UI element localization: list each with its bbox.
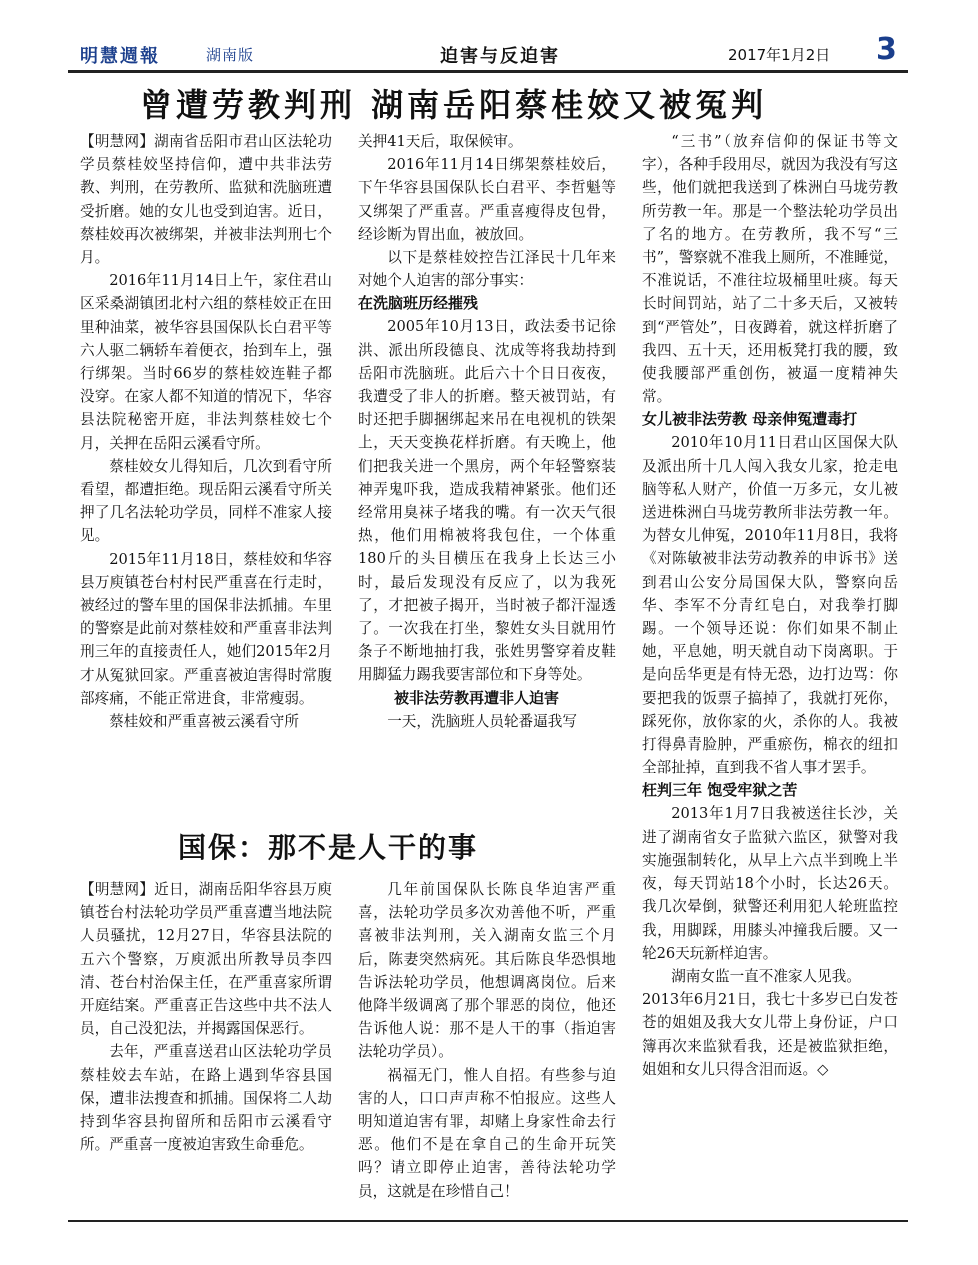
article-column-2 [358,130,616,733]
paragraph: 去年，严重喜送君山区法轮功学员蔡桂姣去车站，在路上遇到华容县国保，遭非法搜查和抓捕。国保将二人劫持到华容县拘留所和岳阳市云溪看守所。严重喜一度被迫害致生命垂危。 [80,1043,332,1154]
edition-label: 湖南版 [206,46,255,64]
paragraph: 蔡桂姣女儿得知后，几次到看守所看望，都遭拒绝。现岳阳云溪看守所关押了几名法轮功学员，同样不准家人接见。 [80,457,332,545]
paragraph: 2016年11月14日绑架蔡桂姣后，下午华容县国保队长白君平、李哲魁等又绑架了严重喜。严重喜瘦得皮包骨，经诊断为胃出血，被放回。 [358,156,616,243]
header-rule [68,70,908,73]
paragraph: 祸福无门，惟人自招。有些参与迫害的人，口口声声称不怕报应。这些人明知道迫害有罪，却赌上身家性命去行恶。他们不是在拿自己的生命开玩笑吗？请立即停止迫害，善待法轮功学员，这就是在珍惜自己！ [358,1066,616,1200]
page-header [68,32,908,70]
article-column-3 [642,130,898,1081]
paragraph: 以下是蔡桂姣控告江泽民十几年来对她个人迫害的部分事实： [358,249,616,290]
issue-date: 2017年1月2日 [728,46,831,64]
subheading: 枉判三年 饱受牢狱之苦 [642,781,798,800]
subheading: 被非法劳教再遭非人迫害 [394,688,560,707]
article2-column-2 [358,878,616,1203]
article2-column-1 [80,878,332,1156]
footer-rule [68,1220,908,1222]
subheading: 在洗脑班历经摧残 [358,294,479,313]
paragraph: 蔡桂姣和严重喜被云溪看守所 [109,713,299,731]
paragraph: 2016年11月14日上午，家住君山区采桑湖镇团北村六组的蔡桂姣正在田里种油菜，被华容县国保队长白君平等六人驱二辆轿车着便衣，抬到车上，强行绑架。当时66岁的蔡桂姣连鞋子都没穿。在家人都不知道的情况下，华容县法院秘密开庭，非法判蔡桂姣七个月，关押在岳阳云溪看守所。 [80,272,332,452]
article-column-1 [80,130,332,733]
paragraph: 几年前国保队长陈良华迫害严重喜，法轮功学员多次劝善他不听，严重喜被非法判刑，关入湖南女监三个月后，陈妻突然病死。其后陈良华恐惧地告诉法轮功学员，他想调离岗位。后来他降半级调离了那个罪恶的岗位，他还告诉他人说：那不是人干的事（指迫害法轮功学员）。 [358,881,616,1061]
paragraph: 关押41天后，取保候审。 [358,133,523,150]
paragraph: 【明慧网】近日，湖南岳阳华容县万庾镇苍台村法轮功学员严重喜遭当地法院人员骚扰，12月27日，华容县法院的五六个警察，万庾派出所教导员李四清、苍台村治保主任，在严重喜家所谓开庭结案。严重喜正告这些中共不法人员，自己没犯法，并揭露国保恶行。 [80,881,332,1038]
section-title: 迫害与反迫害 [440,46,560,67]
paragraph: 2010年10月11日君山区国保大队及派出所十几人闯入我女儿家，抢走电脑等私人财产，价值一万多元，女儿被送进株洲白马垅劳教所非法劳教一年。为替女儿伸冤，2010年11月8日，我将《对陈敏被非法劳动教养的申诉书》送到君山公安分局国保大队，警察向岳华、李军不分青红皂白，对我拳打脚踢。一个领导还说：你们如果不制止她，平息她，明天就自动下岗离职。于是向岳华更是有恃无恐，边打边骂：你要把我的饭票子搞掉了，我就打死你，踩死你，放你家的火，杀你的人。我被打得鼻青脸肿，严重瘀伤，棉衣的纽扣全部扯掉，直到我不省人事才罢手。 [642,434,898,777]
paragraph: “三书”（放弃信仰的保证书等文字），各种手段用尽，就因为我没有写这些，他们就把我送到了株洲白马垅劳教所劳教一年。那是一个整法轮功学员出了名的地方。在劳教所，我不写“三书”，警察就不准我上厕所，不准睡觉，不准说话，不准往垃圾桶里吐痰。每天长时间罚站，站了二十多天后，又被转到“严管处”，日夜蹲着，就这样折磨了我四、五十天，还用板凳打我的腰，致使我腰部严重创伤，被逼一度精神失常。 [642,133,898,406]
newspaper-brand: 明慧週報 [80,46,160,67]
paragraph: 2013年6月21日，我七十多岁已白发苍苍的姐姐及我大女儿带上身份证，户口簿再次来监狱看我，还是被监狱拒绝，姐姐和女儿只得含泪而返。◇ [642,991,898,1078]
subheading: 女儿被非法劳教 母亲伸冤遭毒打 [642,410,858,429]
paragraph: 2005年10月13日，政法委书记徐洪、派出所段德良、沈成等将我劫持到岳阳市洗脑班。此后六十个日日夜夜，我遭受了非人的折磨。整天被罚站，有时还把手脚捆绑起来吊在电视机的铁架上，天天变换花样折磨。有天晚上，他们把我关进一个黑房，两个年轻警察装神弄鬼吓我，造成我精神紧张。他们还经常用臭袜子堵我的嘴。有一次天气很热，他们用棉被将我包住，一个体重180斤的头目横压在我身上长达三小时，最后发现没有反应了，以为我死了，才把被子揭开，当时被子都汗湿透了。一次我在打坐，黎姓女头目就用竹条子不断地抽打我，张姓男警穿着皮鞋用脚猛力踢我要害部位和下身等处。 [358,318,616,684]
paragraph: 一天，洗脑班人员轮番逼我写 [387,712,577,730]
article-headline: 曾遭劳教判刑 湖南岳阳蔡桂姣又被冤判 [140,86,768,124]
paragraph: 2015年11月18日，蔡桂姣和华容县万庾镇苍台村村民严重喜在行走时，被经过的警车里的国保非法抓捕。车里的警察是此前对蔡桂姣和严重喜非法判刑三年的直接责任人，她们2015年2月才从冤狱回家。严重喜被迫害得时常腹部疼痛，不能正常进食，非常瘦弱。 [80,550,332,707]
paragraph: 湖南女监一直不准家人见我。 [671,967,861,985]
page-number: 3 [876,32,897,67]
paragraph: 2013年1月7日我被送往长沙，关进了湖南省女子监狱六监区，狱警对我实施强制转化，从早上六点半到晚上半夜，每天罚站18个小时，长达26天。我几次晕倒，狱警还利用犯人轮班监控我，用脚踩，用膝头冲撞我后腰。又一轮26天玩新样迫害。 [642,805,898,962]
paragraph: 【明慧网】湖南省岳阳市君山区法轮功学员蔡桂姣坚持信仰，遭中共非法劳教、判刑，在劳教所、监狱和洗脑班遭受折磨。她的女儿也受到迫害。近日，蔡桂姣再次被绑架，并被非法判刑七个月。 [80,133,332,267]
article-headline-2: 国保：那不是人干的事 [178,831,479,864]
